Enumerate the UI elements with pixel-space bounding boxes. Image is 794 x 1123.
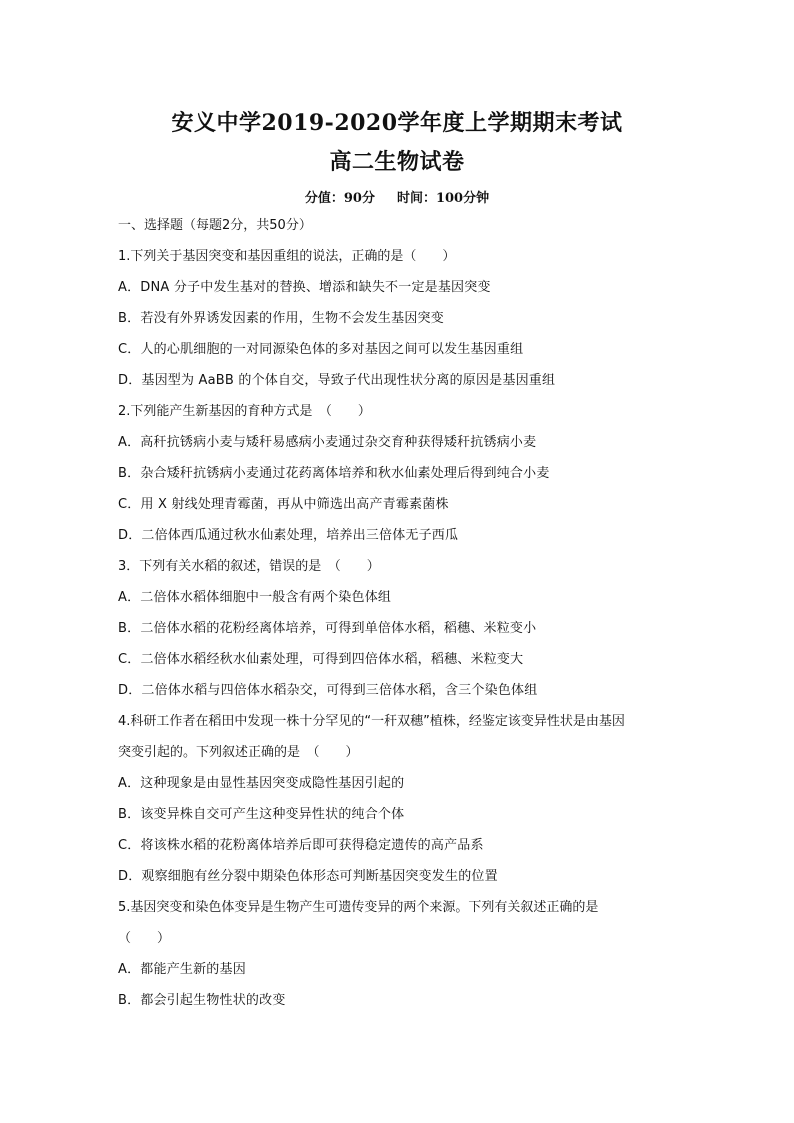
- question-2-stem: 2.下列能产生新基因的育种方式是 （ ）: [118, 404, 371, 419]
- question-5-option-a: A．都能产生新的基因: [118, 962, 246, 977]
- question-1-stem: 1.下列关于基因突变和基因重组的说法，正确的是（ ）: [118, 249, 456, 264]
- question-4-option-a: A．这种现象是由显性基因突变成隐性基因引起的: [118, 776, 405, 791]
- question-2-option-d: D．二倍体西瓜通过秋水仙素处理，培养出三倍体无子西瓜: [118, 528, 459, 543]
- question-3-option-b: B．二倍体水稻的花粉经离体培养，可得到单倍体水稻，稻穗、米粒变小: [118, 621, 537, 636]
- question-1-option-b: B．若没有外界诱发因素的作用，生物不会发生基因突变: [118, 311, 444, 326]
- exam-title: 安义中学2019-2020学年度上学期期末考试: [171, 110, 623, 136]
- score-info: 分值：90分: [304, 191, 375, 206]
- question-1-option-c: C．人的心肌细胞的一对同源染色体的多对基因之间可以发生基因重组: [118, 342, 524, 357]
- question-3-option-a: A．二倍体水稻体细胞中一般含有两个染色体组: [118, 590, 392, 605]
- section-heading: 一、选择题（每题2分，共50分）: [118, 218, 312, 233]
- question-4-option-d: D．观察细胞有丝分裂中期染色体形态可判断基因突变发生的位置: [118, 869, 498, 884]
- question-3-stem: 3．下列有关水稻的叙述，错误的是 （ ）: [118, 559, 380, 574]
- question-1-option-a: A．DNA 分子中发生基对的替换、增添和缺失不一定是基因突变: [118, 280, 491, 295]
- question-5-stem: 5.基因突变和染色体变异是生物产生可遗传变异的两个来源。下列有关叙述正确的是: [118, 900, 599, 915]
- question-4-stem: 4.科研工作者在稻田中发现一株十分罕见的“一秆双穗”植株，经鉴定该变异性状是由基因: [118, 714, 625, 729]
- question-2-option-b: B．杂合矮秆抗锈病小麦通过花药离体培养和秋水仙素处理后得到纯合小麦: [118, 466, 550, 481]
- question-5-stem-continued: （ ）: [118, 931, 171, 946]
- question-3-option-c: C．二倍体水稻经秋水仙素处理，可得到四倍体水稻，稻穗、米粒变大: [118, 652, 524, 667]
- question-1-option-d: D．基因型为 AaBB 的个体自交，导致子代出现性状分离的原因是基因重组: [118, 373, 556, 388]
- question-2-option-c: C．用 X 射线处理青霉菌，再从中筛选出高产青霉素菌株: [118, 497, 449, 512]
- question-4-option-c: C．将该株水稻的花粉离体培养后即可获得稳定遗传的高产品系: [118, 838, 484, 853]
- question-4-option-b: B．该变异株自交可产生这种变异性状的纯合个体: [118, 807, 405, 822]
- exam-subtitle: 高二生物试卷: [329, 149, 465, 175]
- question-5-option-b: B．都会引起生物性状的改变: [118, 993, 286, 1008]
- question-3-option-d: D．二倍体水稻与四倍体水稻杂交，可得到三倍体水稻，含三个染色体组: [118, 683, 538, 698]
- time-info: 时间：100分钟: [396, 191, 490, 206]
- question-2-option-a: A．高秆抗锈病小麦与矮秆易感病小麦通过杂交育种获得矮秆抗锈病小麦: [118, 435, 537, 450]
- exam-meta: [0, 187, 794, 206]
- question-4-stem-continued: 突变引起的。下列叙述正确的是 （ ）: [118, 745, 359, 760]
